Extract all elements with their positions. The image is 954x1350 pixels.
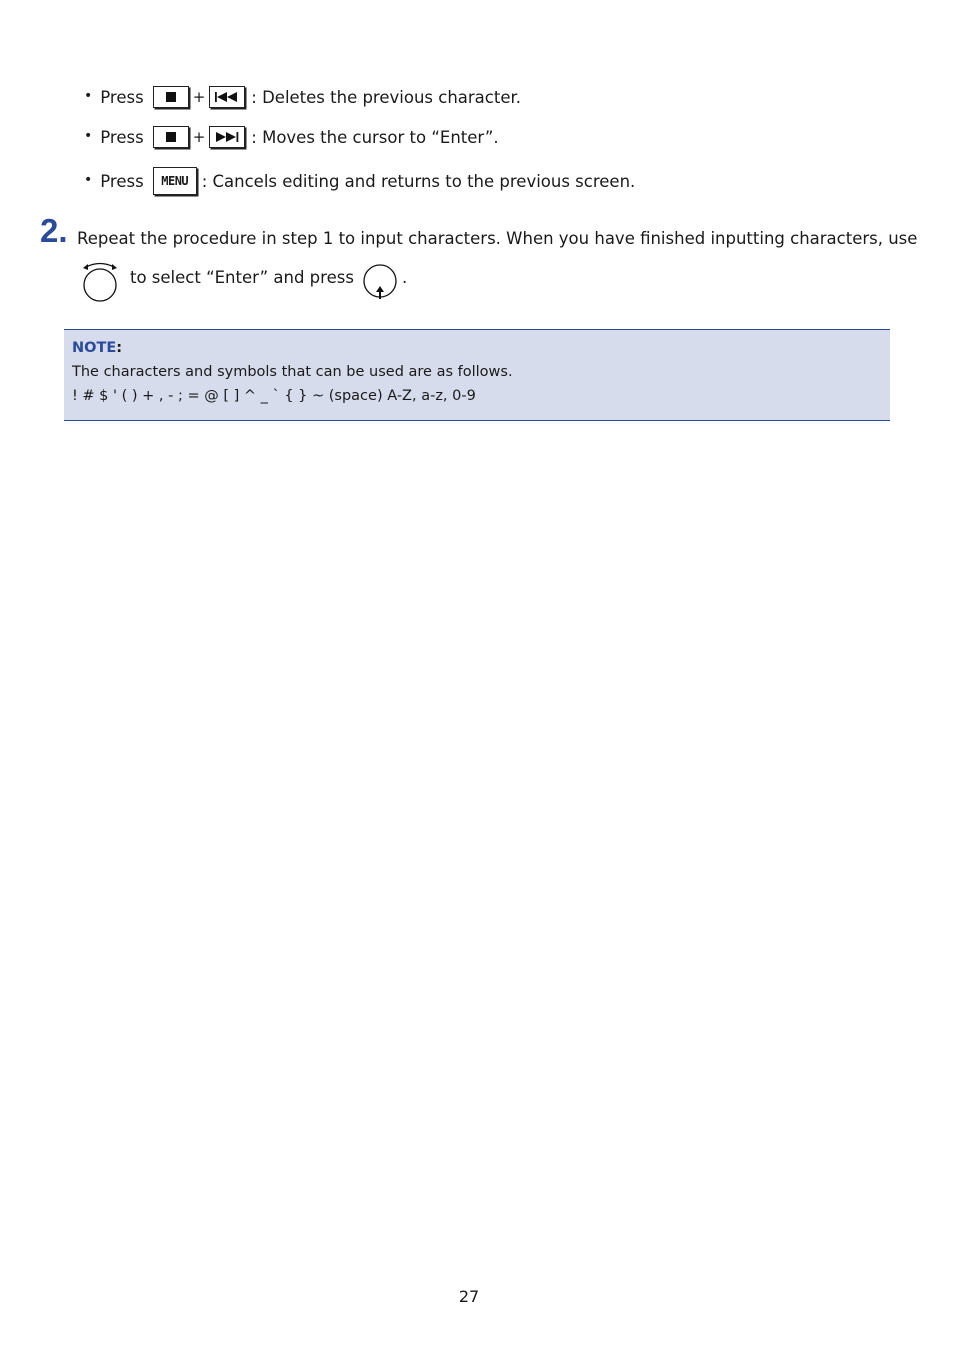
- dial-rotate-icon: [80, 261, 120, 303]
- note-box: [64, 329, 890, 421]
- menu-key: MENU: [153, 167, 197, 195]
- bullet-cancel-editing: [84, 166, 635, 196]
- bullet-description: : Moves the cursor to “Enter”.: [251, 127, 499, 147]
- prev-track-icon: [214, 92, 240, 102]
- bullet-marker: •: [84, 172, 93, 188]
- note-title-label: NOTE: [72, 340, 117, 356]
- press-label: Press: [100, 87, 144, 107]
- bullet-description: : Cancels editing and returns to the previous screen.: [201, 171, 636, 191]
- note-title: [72, 340, 122, 356]
- press-label: Press: [100, 171, 144, 191]
- stop-key: [153, 86, 189, 108]
- step-instruction: Repeat the procedure in step 1 to input characters. When you have finished inputting characters, use: [77, 229, 918, 248]
- press-label: Press: [100, 127, 144, 147]
- prev-track-key: [209, 86, 245, 108]
- bullet-description: : Deletes the previous character.: [251, 87, 521, 107]
- note-characters: ! # $ ' ( ) + , - ; = @ [ ] ^ _ ` { } ~ (space) A-Z, a-z, 0-9: [72, 388, 476, 404]
- stop-icon: [165, 132, 177, 142]
- step-select-text: to select “Enter” and press: [130, 267, 354, 287]
- stop-icon: [165, 92, 177, 102]
- note-text: The characters and symbols that can be used are as follows.: [72, 364, 513, 380]
- plus-sign: +: [192, 88, 206, 106]
- next-track-key: [209, 126, 245, 148]
- bullet-delete-character: [84, 82, 521, 112]
- page-number: 27: [458, 1287, 480, 1306]
- step-period: .: [401, 267, 408, 287]
- plus-sign: +: [192, 128, 206, 146]
- bullet-marker: •: [84, 88, 93, 104]
- note-title-colon: :: [116, 340, 123, 356]
- step-instruction-continued: [80, 260, 407, 304]
- bullet-move-cursor: [84, 122, 499, 152]
- step-number: 2.: [40, 212, 68, 249]
- dial-press-icon: [362, 261, 398, 303]
- next-track-icon: [214, 132, 240, 142]
- bullet-marker: •: [84, 128, 93, 144]
- stop-key: [153, 126, 189, 148]
